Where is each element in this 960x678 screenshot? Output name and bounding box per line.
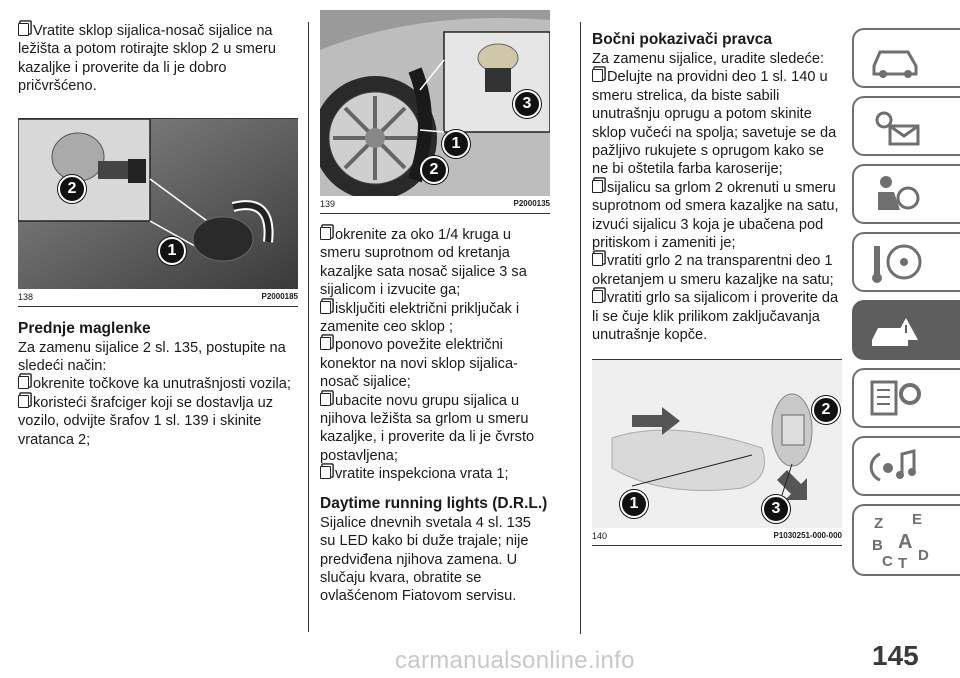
page-number: 145 bbox=[872, 640, 919, 671]
column-1 bbox=[18, 22, 298, 449]
figure-caption bbox=[18, 291, 298, 307]
section-heading: Prednje maglenke bbox=[18, 319, 151, 337]
figure-caption bbox=[592, 530, 842, 546]
emergency-car-icon bbox=[868, 308, 928, 354]
figure-139 bbox=[320, 10, 550, 196]
callout-2: 2 bbox=[812, 396, 840, 424]
tab-maintenance[interactable] bbox=[852, 368, 960, 428]
bullet-icon bbox=[592, 253, 603, 266]
bullet-icon bbox=[18, 395, 29, 408]
callout-1: 1 bbox=[620, 490, 648, 518]
paragraph: Za zamenu sijalice 2 sl. 135, postupite na sledeći način: bbox=[18, 339, 286, 375]
figure-number: 139 bbox=[320, 199, 336, 209]
bullet-icon bbox=[592, 290, 603, 303]
callout-3: 3 bbox=[762, 495, 790, 523]
list-item: okrenite za oko 1/4 kruga u smeru suprotnom od kretanja kazaljke sata nosač sijalice 3 sa sijalicom i izvucite ga; bbox=[320, 227, 527, 299]
bullet-icon bbox=[18, 376, 29, 389]
list-item: vratiti grlo 2 na transparentni deo 1 okretanjem u smeru kazaljke na satu; bbox=[592, 253, 834, 288]
car-icon bbox=[868, 36, 928, 82]
callout-2: 2 bbox=[58, 175, 86, 203]
list-item: ponovo povežite električni konektor na novi sklop sijalica-nosač sijalice; bbox=[320, 337, 518, 391]
bullet-icon bbox=[592, 69, 603, 82]
bullet-icon bbox=[320, 466, 331, 479]
figure-code: P2000135 bbox=[513, 199, 550, 208]
paragraph: Za zamenu sijalice, uradite sledeće: bbox=[592, 51, 824, 67]
steering-key-icon bbox=[868, 240, 928, 286]
svg-text:D: D bbox=[918, 547, 929, 564]
bullet-icon bbox=[18, 23, 29, 36]
section-heading: Bočni pokazivači pravca bbox=[592, 31, 773, 48]
svg-text:C: C bbox=[882, 553, 893, 570]
bullet-icon bbox=[320, 393, 331, 406]
list-item: isključiti električni priključak i zamenite ceo sklop ; bbox=[320, 300, 520, 336]
maintenance-icon bbox=[868, 376, 928, 422]
bullet-icon bbox=[320, 337, 331, 350]
list-item: sijalicu sa grlom 2 okrenuti u smeru suprotnom od smera kazaljke na satu, izvući sijalicu 3 koja je ubačena pod pritiskom i zameniti je; bbox=[592, 179, 839, 252]
svg-text:B: B bbox=[872, 537, 883, 554]
callout-2: 2 bbox=[420, 156, 448, 184]
section-heading: Daytime running lights (D.R.L.) bbox=[320, 494, 548, 512]
column-3 bbox=[592, 30, 842, 546]
column-2 bbox=[320, 10, 550, 606]
bullet-icon bbox=[320, 227, 331, 240]
callout-1: 1 bbox=[158, 237, 186, 265]
column-divider bbox=[308, 22, 309, 632]
tab-dashboard-lights[interactable] bbox=[852, 96, 960, 156]
svg-text:T: T bbox=[898, 555, 908, 570]
tab-car[interactable] bbox=[852, 28, 960, 88]
callout-1: 1 bbox=[442, 130, 470, 158]
intro-paragraph: Vratite sklop sijalica-nosač sijalice na ležišta a potom rotirajte sklop 2 u smeru kazaljke i proverite da li je dobro pričvršćeno. bbox=[18, 23, 276, 95]
list-item: okrenite točkove ka unutrašnjosti vozila; bbox=[18, 375, 298, 393]
paragraph: Sijalice dnevnih svetala 4 sl. 135 su LED kako bi duže trajale; nije predviđena njihova zamena. U slučaju kvara, obratite se ovlašćenom Fiatovom servisu. bbox=[320, 514, 531, 605]
fog-light-image bbox=[18, 119, 298, 289]
figure-138 bbox=[18, 118, 298, 289]
list-item: ubacite novu grupu sijalica u njihova ležišta sa grlom u smeru kazaljke, i proverite da li je čvrsto postavljena; bbox=[320, 392, 535, 464]
list-item: vratiti grlo sa sijalicom i proverite da li se čuje klik prilikom zaključavanja unutrašnje kopče. bbox=[592, 290, 839, 344]
callout-3: 3 bbox=[513, 90, 541, 118]
safety-airbag-icon bbox=[868, 172, 928, 218]
figure-number: 138 bbox=[18, 291, 34, 302]
svg-text:A: A bbox=[898, 531, 913, 553]
dashboard-lights-icon bbox=[868, 104, 928, 150]
tab-emergency[interactable] bbox=[852, 300, 960, 360]
figure-140 bbox=[592, 359, 842, 528]
tab-safety[interactable] bbox=[852, 164, 960, 224]
bullet-icon bbox=[320, 301, 331, 314]
figure-code: P2000185 bbox=[261, 291, 298, 301]
tab-starting-driving[interactable] bbox=[852, 232, 960, 292]
figure-code: P1030251-000-000 bbox=[773, 530, 842, 540]
list-item: koristeći šrafciger koji se dostavlja uz vozilo, odvijte šrafov 1 sl. 139 i skinite vratanca 2; bbox=[18, 394, 274, 448]
list-item: vratite inspekciona vrata 1; bbox=[320, 465, 550, 483]
multimedia-icon bbox=[868, 444, 928, 490]
tab-index[interactable] bbox=[852, 504, 960, 576]
list-item: Delujte na providni deo 1 sl. 140 u smeru strelica, da biste sabili unutrašnju oprugu a potom skinite sklop vučeći na spolja; savetuje se da pažljivo rukujete s oprugom kako se ne bi oštetila farba karoserije; bbox=[592, 69, 837, 178]
svg-text:Z: Z bbox=[874, 515, 884, 532]
tab-multimedia[interactable] bbox=[852, 436, 960, 496]
figure-number: 140 bbox=[592, 530, 608, 541]
column-divider bbox=[580, 22, 581, 634]
figure-caption bbox=[320, 198, 550, 214]
index-icon bbox=[868, 510, 938, 570]
svg-text:E: E bbox=[912, 511, 923, 528]
watermark: carmanualsonline.info bbox=[395, 647, 635, 674]
bullet-icon bbox=[592, 180, 603, 193]
